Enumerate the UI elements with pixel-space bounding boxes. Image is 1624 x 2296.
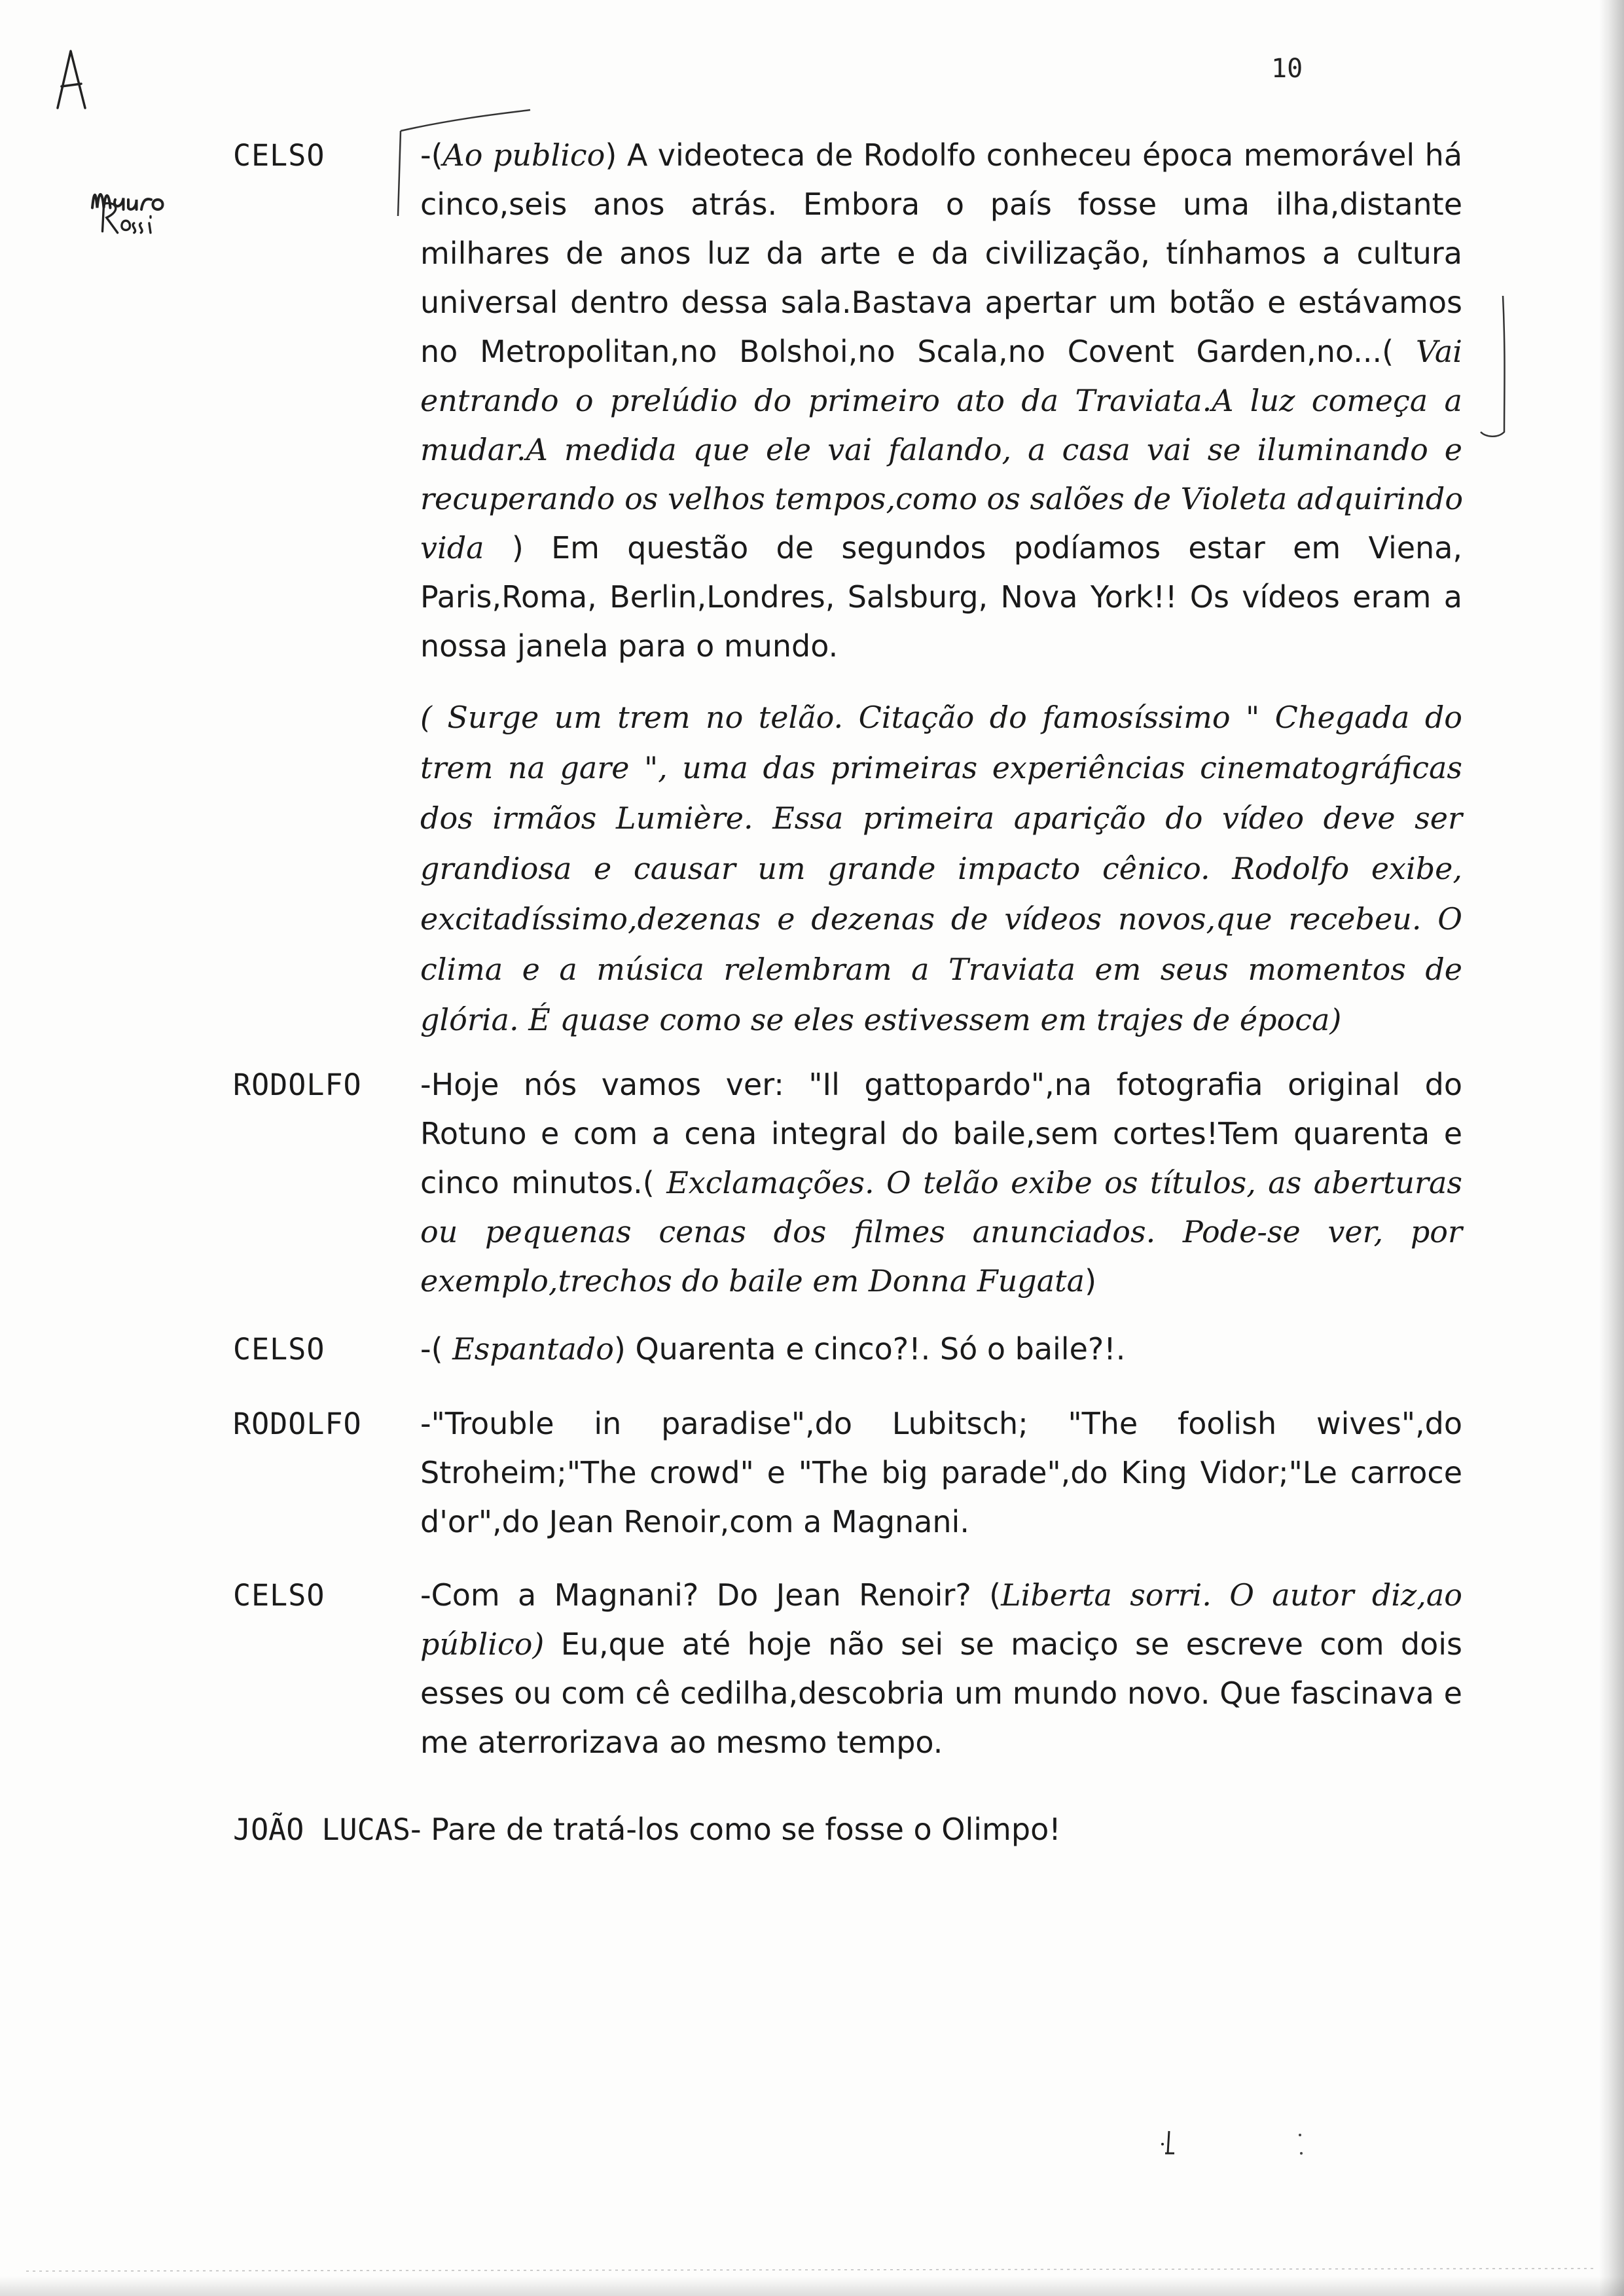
dialogue-text: Stroheim;"The crowd" e "The big parade",do King Vidor;"Le carroce bbox=[420, 1455, 1462, 1490]
joao-lucas-line bbox=[233, 1805, 1061, 1854]
stage-direction-text: público) bbox=[420, 1626, 545, 1662]
dialogue-text: cinco,seis anos atrás. Embora o país fosse uma ilha,distante bbox=[420, 187, 1462, 222]
stage-direction-line: glória. É quase como se eles estivessem em trajes de época) bbox=[420, 1002, 1342, 1037]
dialogue-line bbox=[420, 1060, 1462, 1109]
dialogue-line bbox=[420, 1399, 1462, 1448]
dialogue-line bbox=[420, 376, 1462, 425]
stage-direction-text: exemplo,trechos do baile em Donna Fugata bbox=[420, 1263, 1085, 1299]
speaker-name: RODOLFO bbox=[233, 1067, 362, 1102]
dialogue-line bbox=[420, 1498, 1462, 1547]
dialogue-text: universal dentro dessa sala.Bastava apertar um botão e estávamos bbox=[420, 285, 1462, 320]
dialogue-line bbox=[420, 622, 1462, 671]
stage-direction-text: Exclamações. O telão exibe os títulos, as aberturas bbox=[666, 1165, 1462, 1200]
dialogue-text: no Metropolitan,no Bolshoi,no Scala,no Covent Garden,no...( bbox=[420, 334, 1416, 369]
dialogue-text: Eu,que até hoje não sei se maciço se escreve com dois bbox=[544, 1626, 1462, 1662]
dialogue-line bbox=[420, 425, 1462, 475]
stage-direction-text: vida bbox=[420, 530, 484, 565]
dialogue-text: -Hoje nós vamos ver: "Il gattopardo",na fotografia original do bbox=[420, 1067, 1462, 1102]
dialogue-text: d'or",do Jean Renoir,com a Magnani. bbox=[420, 1504, 969, 1539]
dialogue-line bbox=[420, 1257, 1462, 1306]
stage-direction-text: ou pequenas cenas dos filmes anunciados. Pode-se ver, por bbox=[420, 1214, 1462, 1249]
stage-direction-line: clima e a música relembram a Traviata em seus momentos de bbox=[420, 952, 1462, 987]
dialogue-text: esses ou com cê cedilha,descobria um mundo novo. Que fascinava e bbox=[420, 1676, 1462, 1711]
stage-direction-line: ( Surge um trem no telão. Citação do famosíssimo " Chegada do bbox=[420, 700, 1462, 735]
dialogue-line bbox=[420, 131, 1462, 180]
dialogue-text: -Com a Magnani? Do Jean Renoir? ( bbox=[420, 1577, 1001, 1613]
dialogue-line bbox=[420, 524, 1462, 573]
dialogue-line bbox=[420, 327, 1462, 376]
dialogue-line bbox=[420, 1718, 1462, 1767]
dialogue-line bbox=[420, 278, 1462, 327]
stage-direction-line: grandiosa e causar um grande impacto cênico. Rodolfo exibe, bbox=[420, 851, 1462, 886]
dialogue-text: Paris,Roma, Berlin,Londres, Salsburg, Nova York!! Os vídeos eram a bbox=[420, 579, 1462, 615]
dialogue-text: cinco minutos.( bbox=[420, 1165, 667, 1200]
stage-direction-text: recuperando os velhos tempos,como os salões de Violeta adquirindo bbox=[420, 481, 1464, 516]
dialogue-text: -( bbox=[420, 137, 443, 173]
dialogue-text: - Pare de tratá-los como se fosse o Olimpo! bbox=[410, 1812, 1061, 1847]
speaker-name: CELSO bbox=[233, 1332, 325, 1367]
dialogue-line bbox=[420, 1620, 1462, 1669]
dialogue-line bbox=[420, 229, 1462, 278]
dialogue-line bbox=[420, 180, 1462, 229]
dialogue-text: ) Em questão de segundos podíamos estar em Viena, bbox=[484, 530, 1462, 565]
stage-direction-line: dos irmãos Lumière. Essa primeira aparição do vídeo deve ser bbox=[420, 800, 1462, 836]
dialogue-text: nossa janela para o mundo. bbox=[420, 628, 839, 664]
stage-direction-text: Vai bbox=[1415, 334, 1462, 369]
dialogue-text: -"Trouble in paradise",do Lubitsch; "The foolish wives",do bbox=[420, 1406, 1462, 1441]
stage-direction-line: excitadíssimo,dezenas e dezenas de vídeos novos,que recebeu. O bbox=[420, 901, 1462, 937]
page-number: 10 bbox=[1271, 54, 1303, 84]
dialogue-text: ) Quarenta e cinco?!. Só o baile?!. bbox=[613, 1331, 1126, 1367]
dialogue-line bbox=[420, 1571, 1462, 1620]
dialogue-line bbox=[420, 1109, 1462, 1158]
dialogue-line bbox=[420, 1669, 1462, 1718]
stage-direction-text: entrando o prelúdio do primeiro ato da Traviata.A luz começa a bbox=[420, 383, 1462, 418]
dialogue-text: ) bbox=[1085, 1263, 1097, 1299]
dialogue-line bbox=[420, 1325, 1462, 1374]
dialogue-line bbox=[420, 1208, 1462, 1257]
stage-direction bbox=[420, 692, 1462, 1045]
dialogue-text: Rotuno e com a cena integral do baile,sem cortes!Tem quarenta e bbox=[420, 1116, 1462, 1151]
dialogue-text: -( bbox=[420, 1331, 453, 1367]
dialogue-line bbox=[420, 475, 1462, 524]
stage-direction-text: Liberta sorri. O autor diz,ao bbox=[1001, 1577, 1462, 1613]
dialogue-text: ) A videoteca de Rodolfo conheceu época memorável há bbox=[605, 137, 1463, 173]
stage-direction-text: Espantado bbox=[452, 1331, 614, 1367]
stage-direction-line: trem na gare ", uma das primeiras experiências cinematográficas bbox=[420, 750, 1462, 785]
speaker-name: CELSO bbox=[233, 138, 325, 173]
speaker-name: RODOLFO bbox=[233, 1407, 362, 1441]
stage-direction-text: mudar.A medida que ele vai falando, a casa vai se iluminando e bbox=[420, 432, 1462, 467]
dialogue-line bbox=[420, 573, 1462, 622]
dialogue-line bbox=[420, 1448, 1462, 1498]
stage-direction-text: Ao publico bbox=[442, 137, 605, 173]
dialogue-text: me aterrorizava ao mesmo tempo. bbox=[420, 1725, 943, 1760]
dialogue-text: milhares de anos luz da arte e da civilização, tínhamos a cultura bbox=[420, 236, 1462, 271]
speaker-name: JOÃO LUCAS bbox=[233, 1812, 410, 1847]
speaker-name: CELSO bbox=[233, 1578, 325, 1613]
dialogue-line bbox=[420, 1158, 1462, 1208]
